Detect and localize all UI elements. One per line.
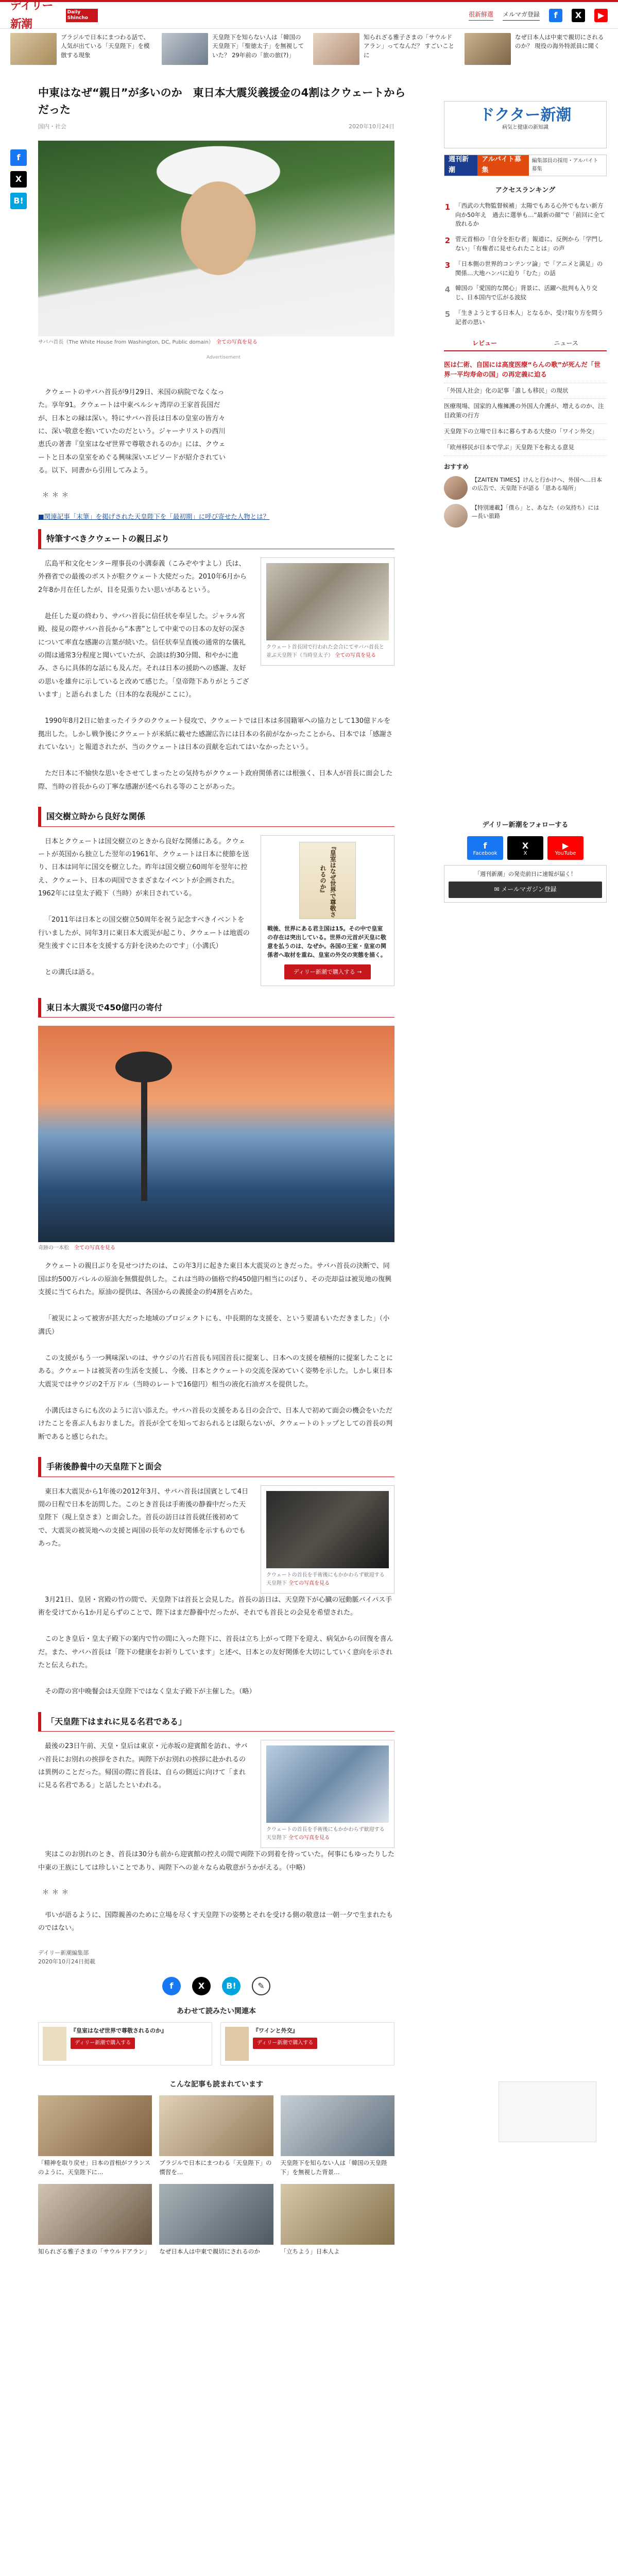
facebook-icon[interactable]: f <box>10 149 27 166</box>
avatar <box>444 476 468 500</box>
recommend-item[interactable] <box>444 504 607 528</box>
pickup-title: 天皇陛下を知らない人は「韓国の天皇陛下」「聖徳太子」を無視していた？ 29年前の「旅の旅(?)」 <box>212 33 304 59</box>
doctor-shincho-banner[interactable] <box>444 101 607 148</box>
follow-buttons <box>444 836 607 860</box>
all-photos-link[interactable]: 全ての写真を見る <box>216 339 258 345</box>
pickup-item[interactable] <box>162 33 305 70</box>
paragraph: このとき皇后・皇太子殿下の案内で竹の間に入った陛下に、首長は立ち上がって陛下を迎え、病気からの回復を喜んだ。また、サバハ首長は「陛下の健康をお祈りしています」と述べ、日本との友好関係を大切にしていく意向を示されたと伝えられた。 <box>38 1635 393 1670</box>
ad-space <box>38 367 409 386</box>
recommend-title: おすすめ <box>444 463 469 470</box>
x-follow-button[interactable]: X X <box>507 836 543 860</box>
article-card[interactable] <box>38 2095 152 2177</box>
all-photos-link[interactable]: 全ての写真を見る <box>335 652 376 658</box>
photo[interactable] <box>266 1491 389 1568</box>
rank-number: 2 <box>444 236 451 246</box>
topic-list <box>444 357 607 456</box>
paragraph: この支援がもう一つ興味深いのは、サウジの片石首長も同国首長に提案し、日本への支援を積極的に提案したことにある。クウェートは被災者の生活を支援し、今後、日本とクウェートの交流を深めていく姿勢を示した。しかし東日本大震災ではサウジの2千万ドル（当時のレートで16億円）相当の液化石油ガスを提供した。 <box>38 1354 393 1388</box>
banner-note: 編集部員の採用・アルバイト募集 <box>531 158 598 172</box>
pickup-strip <box>10 33 608 70</box>
section-heading: 特筆すべきクウェートの親日ぶり <box>38 529 394 549</box>
related-list <box>38 2022 394 2065</box>
pickup-item[interactable] <box>313 33 456 70</box>
photo-caption: クウェートの首長を手術後にもかかわらず歓迎する天皇陛下 全ての写真を見る <box>266 1572 385 1586</box>
card-image <box>38 2184 152 2245</box>
article-source: デイリー新潮編集部 <box>38 1949 89 1956</box>
article-card[interactable] <box>38 2184 152 2256</box>
topic-item[interactable]: 医は仁術、自国には高度医療“らんの歌”が死んだ「世界一平均寿命の国」の再定義に迫る <box>444 357 607 383</box>
comment-icon[interactable]: ✎ <box>252 1977 270 1995</box>
photo-caption: 奇跡の一本松 全ての写真を見る <box>38 1245 115 1251</box>
article-meta <box>38 122 394 131</box>
intro-paragraph: クウェートのサバハ首長が9月29日、米国の病院でなくなった。享年91。クウェートは中東ペルシャ湾岸の王家首長国だが、日本との縁は深い。特にサバハ首長は日本の皇室の皆方々に、深い敬意を抱いていたのだという。ジャーナリストの西川恵氏の著書『皇室はなぜ世界で尊敬されるのか』には、クウェートと日本の皇室をめぐる興味深いエピソードが紹介されている。以下、同書から引用してみよう。 <box>38 388 226 475</box>
photo-box <box>261 557 394 666</box>
section-heading: 「天皇陛下はまれに見る名君である」 <box>38 1712 394 1732</box>
book-cover <box>225 2027 249 2061</box>
vertical-share-bar <box>10 149 27 209</box>
rank-title: 「日本側の世界的コンテンツ論」で「アニメと満足」の関係…大地ハンパに迫り「むた」の話 <box>455 260 603 277</box>
article-title: 中東はなぜ“親日”が多いのか 東日本大震災義援金の4割はクウェートからだった <box>38 87 406 116</box>
card-image <box>38 2095 152 2156</box>
all-photos-link[interactable]: 全ての写真を見る <box>74 1245 115 1251</box>
article-card[interactable] <box>281 2184 394 2256</box>
rank-number: 4 <box>444 285 451 295</box>
rank-title: 「生きようとする日本人」となるか、受け取り方を問う記者の思い <box>455 309 604 326</box>
banner-right: アルバイト募集 <box>477 155 528 176</box>
all-photos-link[interactable]: 全ての写真を見る <box>288 1580 330 1586</box>
pickup-thumb <box>313 33 359 65</box>
main-photo[interactable] <box>38 141 394 336</box>
separator: ＊＊＊ <box>42 492 72 500</box>
photo-box <box>261 1740 394 1848</box>
topic-item[interactable]: 「欧州移民が日本で学ぶ」天皇陛下を称える意見 <box>444 440 607 456</box>
pickup-thumb <box>162 33 208 65</box>
newsletter-box <box>444 865 607 903</box>
card-image <box>159 2184 273 2245</box>
card-image <box>281 2095 394 2156</box>
youtube-icon[interactable]: ▶ <box>594 9 608 22</box>
follow-title: デイリー新潮をフォローする <box>482 821 569 829</box>
rank-number: 1 <box>444 202 451 212</box>
related-book[interactable] <box>38 2022 212 2065</box>
book-cover-title: 『皇室はなぜ世界で尊敬されるのか』 <box>319 843 337 918</box>
article-date: 2020年10月24日 <box>349 123 394 130</box>
related-book-title: 『皇室はなぜ世界で尊敬されるのか』 <box>71 2027 167 2035</box>
section-heading: 東日本大震災で450億円の寄付 <box>38 998 394 1018</box>
section-text <box>38 557 250 715</box>
article-source-date: 2020年10月24日掲載 <box>38 1958 95 1965</box>
photo-caption: クウェートの首長を手術後にもかかわらず歓迎する天皇陛下 全ての写真を見る <box>266 1827 385 1841</box>
facebook-icon[interactable]: f <box>549 9 562 22</box>
paragraph: 小溝氏はさらにも次のように言い添えた。サバハ首長の支援をある日の会合で、日本人で初めて面会の機会をいただけたことを喜ぶ人もおりました。首長が全てを知っておられるとは限らないが、クウェートのトップとしての首長の判断であると感じられた。 <box>38 1407 393 1441</box>
topic-tabs <box>444 336 607 351</box>
card-title: なぜ日本人は中東で親切にされるのか <box>159 2247 260 2255</box>
pickup-item[interactable] <box>10 33 153 70</box>
paragraph: 3月21日、皇居・宮殿の竹の間で、天皇陛下は首長と会見した。首長の訪日は、天皇陛下が心臓の冠動脈バイパス手術を受けてから1か月足らずのことで、陛下はまだ静養中だったが、それでも首長との会見を希望された。 <box>38 1596 392 1617</box>
photo[interactable] <box>266 563 389 640</box>
book-description: 戦後、世界にある君主国は15。その中で皇室の存在は突出している。世界の元首が天皇に敬意を払うのは、なぜか。各国の王室・皇室の関係者へ取材を重ね、皇室の外交の実態を描く。 <box>267 925 386 958</box>
article-card[interactable] <box>159 2184 273 2256</box>
topic-item[interactable]: 天皇陛下の立場で日本に暮らすある大使の「ワイン外交」 <box>444 424 607 440</box>
also-read <box>38 2079 394 2256</box>
section-text <box>38 1485 250 1564</box>
facebook-icon: f <box>483 840 487 851</box>
youtube-icon: ▶ <box>562 840 569 851</box>
article-main <box>38 84 409 2256</box>
section-row <box>38 557 394 715</box>
recommend-text: 【ZAITEN TIMES】けんと行かけへ、外国へ…日本の広告で、天皇陛下が語る「恩ある場所」 <box>472 476 603 492</box>
ranking-item[interactable] <box>444 309 607 327</box>
pickup-item[interactable] <box>465 33 608 70</box>
recruit-banner[interactable] <box>444 155 607 176</box>
paragraph: 日本とクウェートは国交樹立のときから良好な関係にある。クウェートが英国から独立した翌年の1961年、クウェートは日本に使節を送り、日本は同年に国交を樹立した。昨年は国交樹立60周年を翌年に控え、クウェート、日本の両国でさまざまなイベントが企画された。1962年には皇太子殿下（当時）が来日されている。 <box>38 837 249 897</box>
ranking-item[interactable] <box>444 235 607 253</box>
related-article-link[interactable]: ■関連記事「末筆」を掲げされた天皇陛下を「最初期」に呼び寄せた人物とは？ <box>38 513 270 521</box>
paragraph: ただ日本に不愉快な思いをさせてしまったとの気持ちがクウェート政府関係者には根強く、日本人が首長に面会した際、当時の首長からの丁寧な感謝が述べられる等のことがあった。 <box>38 770 393 791</box>
youtube-follow-button[interactable]: ▶ YouTube <box>547 836 583 860</box>
section-text <box>38 835 250 993</box>
rank-title: 菅元首相の「自分を拒む者」報道に、反例から「学門しない」「有権者に見せられたことは」の声 <box>455 235 604 252</box>
section-row <box>38 1485 394 1594</box>
paragraph: 「被災によって被害が甚大だった地域のプロジェクトにも、中長期的な支援を、という要請もいただきました」（小溝氏） <box>38 1315 390 1336</box>
section-heading: 国交樹立時から良好な関係 <box>38 807 394 827</box>
ranking-title: アクセスランキング <box>495 187 556 194</box>
also-read-grid <box>38 2095 394 2256</box>
paragraph: 「2011年は日本との国交樹立50周年を祝う記念すべきイベントを行いましたが、同年3月に東日本大震災が起こり、クウェートは地震の発生後すぐに日本を支援する方針を決めたのです」（小溝氏） <box>38 916 250 951</box>
card-image <box>159 2095 273 2156</box>
photo-caption: サバハ首長（The White House from Washington, DC, Public domain） 全ての写真を見る <box>38 339 258 345</box>
topic-item[interactable]: 「外国人社会」化の記事「誰しも移民」の現状 <box>444 383 607 399</box>
ad-label: Advertisement <box>206 354 241 360</box>
paragraph: 広島平和文化センター理事長の小溝泰義（こみぞやすよし）氏は、外務省での最後のポストが駐クウェート大使だった。2010年6月から2年8か月在任したが、目を見張りたい思いがあるという。 <box>38 560 247 594</box>
buy-book-button[interactable]: ディリー新潮で購入する <box>253 2038 317 2049</box>
card-image <box>281 2184 394 2245</box>
facebook-icon[interactable]: f <box>162 1977 181 1995</box>
section-row <box>38 1740 394 1848</box>
book-cover <box>43 2027 66 2061</box>
related-book-title: 『ワインと外交』 <box>253 2027 298 2035</box>
paragraph: 東日本大震災から1年後の2012年3月、サバハ首長は国賓として4日間の日程で日本を訪問した。このとき首長は手術後の静養中だった天皇陛下（現上皇さま）と面会した。首長の訪日は首長就任後初めてで、大震災の被災地への支援と両国の長年の友好関係を示すものでもあった。 <box>38 1487 249 1548</box>
recommend-item[interactable] <box>444 476 607 500</box>
ranking-list <box>444 201 607 327</box>
paragraph: 実はこのお別れのとき、首長は30分も前から迎賓館の控えの間で両陛下の到着を待っていた。何事にもゆったりした中東の王族にしては珍しいことであり、両陛下への並々ならぬ敬意がうかがえる。（中略） <box>38 1851 394 1872</box>
x-icon: X <box>522 840 529 851</box>
header-nav <box>469 9 608 22</box>
paragraph: 最後の23日午前、天皇・皇后は東京・元赤坂の迎賓館を訪れ、サバハ首長にお別れの挨拶をされた。両陛下がお別れの挨拶に赴かれるのは異例のことだった。帰国の際に首長は、自らの側近に向けて「まれに見る名君である」と話したといわれる。 <box>38 1742 248 1790</box>
header-link-0[interactable]: 很新鮮選 <box>469 10 493 20</box>
paragraph: クウェートの親日ぶりを見せつけたのは、この年3月に起きた東日本大震災のときだった。サバハ首長の決断で、同国は約500万バレルの原油を無償提供した。これは当時の価格で約450億円相当にのぼり、その売却益は被災地の復興支援に当てられた。原油の提供は、各国からの義援金の約4割を占めた。 <box>38 1262 392 1296</box>
paragraph: 赴任した夏の終わり、サバハ首長に信任状を奉呈した。ジャラル宮殿、接見の際サバハ首長から“本書”として中東での日本の友好の深さについて率直な感謝の言葉が続いた。信任状奉呈直後の通常的な儀礼の間は通常3分程度と聞いていたが、会談は約30分間、和やかに進み、さらに具体的な話にも及んだ。それは日本の援助への感謝、友好の思いを雄弁に示していると改めて感じた。「皇帝陛下ありがとうございます」と語られました（日本的な表現がここに）。 <box>38 612 249 699</box>
paragraph: との溝氏は語る。 <box>45 969 99 977</box>
x-icon[interactable]: X <box>192 1977 211 1995</box>
card-title: 「精神を取り戻せ」日本の首相がフランスのように、天皇陛下に… <box>38 2159 151 2176</box>
recommend-text: 【特別連載】「僕ら」と、あなた（の気持ち）には —長い旅路 <box>472 504 605 520</box>
rank-number: 5 <box>444 310 451 319</box>
photo-box <box>261 1485 394 1594</box>
ranking-item[interactable] <box>444 260 607 278</box>
related-book[interactable] <box>220 2022 394 2065</box>
related-books <box>38 2006 394 2065</box>
avatar <box>444 504 468 528</box>
sidebar <box>444 101 607 908</box>
card-title: 天皇陛下を知らない人は「韓国の天皇陛下」を無視した背景… <box>280 2159 387 2176</box>
ranking-item[interactable] <box>444 284 607 302</box>
banner-title: ドクター新潮 <box>479 106 572 124</box>
site-logo[interactable] <box>10 0 98 33</box>
topic-item[interactable]: 医療現場、国家的人権擁護の外国人介護が、増えるのか、注目政策の行方 <box>444 399 607 424</box>
photo[interactable] <box>266 1745 389 1823</box>
sidebar-ad[interactable] <box>499 2081 596 2142</box>
book-cover[interactable] <box>299 842 356 919</box>
rank-number: 3 <box>444 260 451 270</box>
article-category[interactable]: 国内・社会 <box>38 123 66 130</box>
pickup-title: 知られざる雅子さまの「サウルドアラン」ってなんだ？ すごいことに <box>364 33 455 59</box>
book-box <box>261 835 394 987</box>
newsletter-button[interactable]: ✉ メールマガジン登録 <box>449 882 602 897</box>
miracle-pine-photo[interactable] <box>38 1026 394 1242</box>
section-row <box>38 835 394 993</box>
rank-title: 「西武の大物監督候補」太陽でもある心外でもない新方向か50年え 過去に選挙も…“最新の顔”で「前回に全て放れるか <box>455 201 606 228</box>
card-title: 知られざる雅子さまの「サウルドアラン」 <box>38 2247 150 2255</box>
rank-title: 韓国の「愛国的な関心」背景に、活躍へ批判も入り交じ、日本国内で広がる波紋 <box>455 284 597 301</box>
pickup-title: なぜ日本人は中東で親切にされるのか？ 現役の海外特派員に聞く <box>515 33 604 50</box>
related-title: あわせて読みたい関連本 <box>177 2007 256 2015</box>
header-link-1[interactable]: メルマガ登録 <box>503 10 540 20</box>
x-icon[interactable]: X <box>10 171 27 188</box>
article-card[interactable] <box>159 2095 273 2177</box>
banner-sub: 病気と健康の新知識 <box>502 125 548 130</box>
newsletter-text: 「週刊新潮」の発売前日に速報が届く！ <box>474 870 576 877</box>
separator: ＊＊＊ <box>42 1889 72 1897</box>
logo-sub: Daily Shincho <box>66 9 98 22</box>
tab-news[interactable]: ニュース <box>554 339 578 347</box>
logo-text: デイリー新潮 <box>10 0 53 31</box>
pickup-thumb <box>10 33 57 65</box>
section-heading: 手術後静養中の天皇陛下と面会 <box>38 1457 394 1477</box>
buy-book-button[interactable]: ディリー新潮で購入する <box>71 2038 135 2049</box>
site-header <box>0 2 618 29</box>
sidebar-spacer <box>444 532 607 820</box>
all-photos-link[interactable]: 全ての写真を見る <box>288 1835 330 1841</box>
card-title: ブラジルで日本にまつわる「天皇陛下」の慣習を… <box>159 2159 272 2176</box>
paragraph: 弔いが語るように、国際親善のために立場を尽くす天皇陛下の姿勢とそれを受ける側の敬意は一朝一夕で生まれたものではない。 <box>38 1911 393 1933</box>
banner-left: 週刊新潮 <box>444 155 477 176</box>
photo-caption: クウェート首長国で行われた会合にてサバハ首長と並ぶ天皇陛下（当時皇太子） 全ての写真を見る <box>266 644 384 658</box>
pickup-thumb <box>465 33 511 65</box>
hatena-icon[interactable]: B! <box>222 1977 241 1995</box>
x-icon[interactable]: X <box>572 9 585 22</box>
paragraph: 1990年8月2日に始まったイラクのクウェート侵攻で、クウェートでは日本は多国籍軍への協力として130億ドルを拠出した。しかし戦争後にクウェートが米紙に載せた感謝広告には日本の名前がなかったことから、日本では「感謝されていない」と報道されたが、当のクウェートは日本の貢献を忘れてはいなかったという。 <box>38 717 393 751</box>
paragraph: その際の宮中晩餐会は天皇陛下ではなく皇太子殿下が主催した。（略） <box>45 1688 256 1696</box>
pickup-title: ブラジルで日本にまつわる話で、人気が出ている「天皇陛下」を模倣する現象 <box>61 33 150 59</box>
facebook-follow-button[interactable]: f Facebook <box>467 836 503 860</box>
also-read-title: こんな記事も読まれています <box>169 2080 263 2089</box>
card-title: 「立ちよう」日本人よ <box>280 2247 340 2255</box>
article-card[interactable] <box>281 2095 394 2177</box>
ranking-item[interactable] <box>444 201 607 229</box>
tab-review[interactable]: レビュー <box>472 339 497 347</box>
section-text <box>38 1740 250 1805</box>
hatena-icon[interactable]: B! <box>10 193 27 209</box>
buy-book-button[interactable]: ディリー新潮で購入する → <box>284 964 371 980</box>
bottom-share-bar <box>38 1977 394 1995</box>
